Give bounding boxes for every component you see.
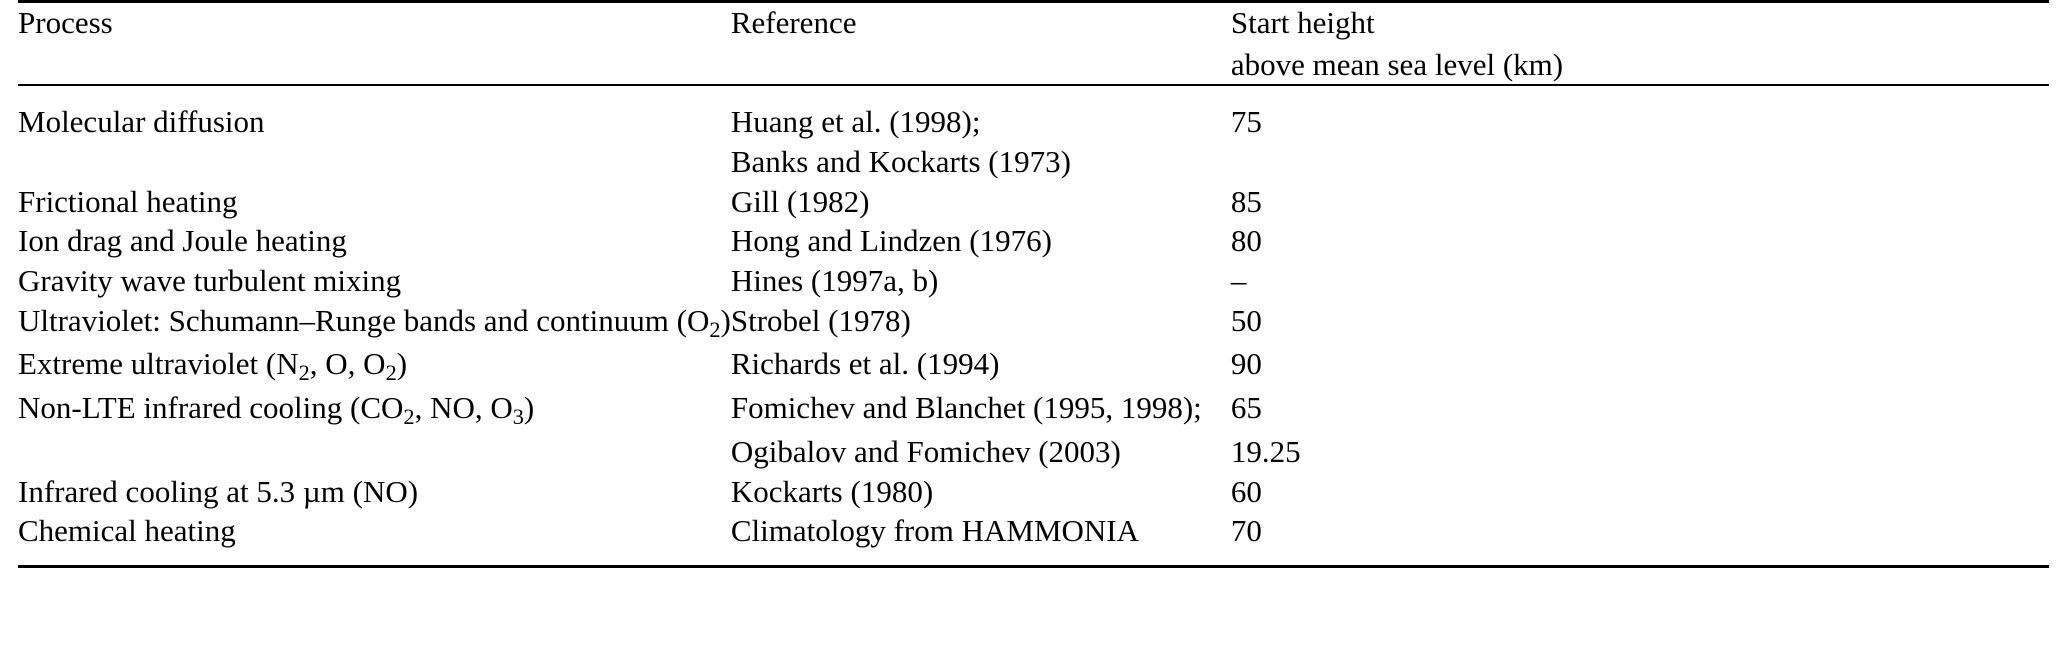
processes-table (18, 0, 2049, 568)
cell-process: Chemical heating (18, 511, 731, 566)
table-row (18, 511, 2049, 566)
cell-reference: Gill (1982) (730, 183, 870, 219)
cell-reference: Hong and Lindzen (1976) (730, 223, 1052, 259)
cell-process: Infrared cooling at 5.3 µm (NO) (18, 473, 419, 509)
table-row (18, 85, 2049, 142)
header-cell-reference (731, 2, 1231, 86)
cell-reference: Banks and Kockarts (1973) (730, 144, 1071, 180)
cell-reference: Kockarts (1980) (730, 473, 934, 509)
table-row (18, 432, 2049, 472)
cell-start-height: 90 (1230, 346, 1262, 382)
cell-process: Gravity wave turbulent mixing (18, 263, 402, 299)
cell-start-height (1231, 142, 2049, 182)
cell-start-height: 70 (1231, 511, 2049, 566)
cell-start-height: 80 (1230, 223, 1262, 259)
cell-process (18, 142, 731, 182)
header-start-height-line2: above mean sea level (km) (1230, 46, 1564, 82)
table-header (18, 2, 2049, 86)
cell-start-height: 50 (1230, 302, 1262, 338)
table-row (18, 301, 2049, 345)
header-process-label: Process (18, 5, 113, 40)
cell-reference: Ogibalov and Fomichev (2003) (730, 434, 1121, 470)
table-row (18, 261, 2049, 301)
table-row (18, 142, 2049, 182)
cell-reference: Huang et al. (1998); (730, 104, 981, 140)
table-row (18, 344, 2049, 388)
cell-process: Frictional heating (18, 183, 238, 219)
table-header-row (18, 2, 2049, 86)
cell-start-height: 85 (1230, 183, 1262, 219)
table-body (18, 85, 2049, 566)
cell-reference: Strobel (1978) (730, 302, 911, 338)
cell-start-height: 19.25 (1230, 434, 1301, 470)
cell-process: Ultraviolet: Schumann–Runge bands and continuum $(O_2)$ (18, 302, 731, 342)
table-row (18, 182, 2049, 222)
cell-reference: Climatology from HAMMONIA (731, 511, 1231, 566)
cell-process: Extreme ultraviolet ($N_2$, O, $O_2$) (18, 346, 408, 386)
cell-process: Molecular diffusion (18, 104, 265, 140)
table-row (18, 388, 2049, 432)
table-row (18, 472, 2049, 512)
cell-reference: Fomichev and Blanchet (1995, 1998); (730, 390, 1202, 426)
cell-reference: Richards et al. (1994) (730, 346, 1000, 382)
cell-reference: Hines (1997a, b) (730, 263, 939, 299)
cell-start-height: 65 (1230, 390, 1262, 426)
header-cell-start-height (1231, 2, 2049, 86)
header-cell-process (18, 2, 731, 86)
cell-start-height: 75 (1230, 104, 1262, 140)
cell-process (18, 432, 731, 472)
cell-start-height: 60 (1230, 473, 1262, 509)
cell-process: Non-LTE infrared cooling ($CO_2$, NO, $O_3$) (18, 390, 535, 430)
table-row (18, 221, 2049, 261)
cell-start-height: – (1230, 263, 1247, 299)
header-start-height-line1: Start height (1230, 5, 1375, 40)
cell-process: Ion drag and Joule heating (18, 223, 347, 259)
header-reference-label: Reference (730, 5, 857, 40)
